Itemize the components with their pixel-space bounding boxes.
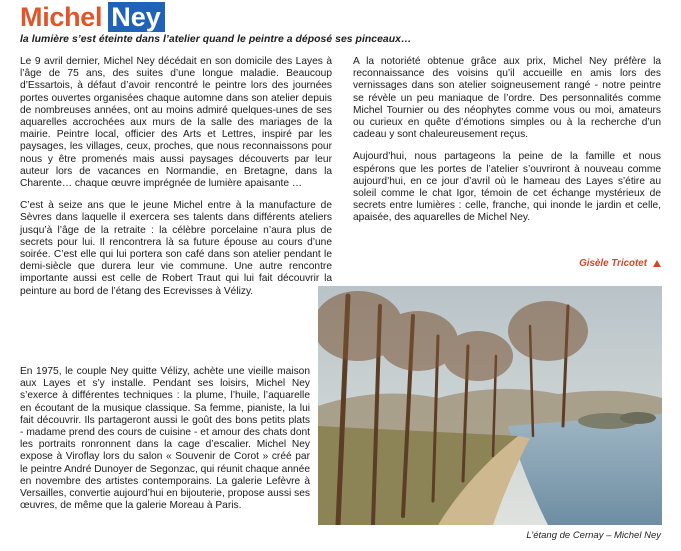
left-lower-column	[20, 366, 310, 522]
painting-caption: L’étang de Cernay – Michel Ney	[526, 530, 661, 541]
left-paragraph-1: Le 9 avril dernier, Michel Ney décédait en son domicile des Layes à l’âge de 75 ans, des suites d’une longue maladie. Beaucoup d’Essartois, à défaut d’avoir rencontré le peintre lors des journées portes ouvertes organisées chaque automne dans son atelier depuis de nombreuses années, ont au moins admiré quelques-unes de ses aquarelles accrochées aux murs de la salle des mariages de la mairie. Peintre local, officier des Arts et Lettres, inspiré par les paysages, les villages, ceux, proches, que nous reconnaissons pour nous y être promenés mais aussi paysages découverts par leur auteur lors de vacances en Normandie, en Bretagne, dans la Charente… chaque œuvre imprégnée de lumière apaisante …	[20, 56, 332, 190]
author-name: Gisèle Tricotet	[579, 258, 647, 269]
left-paragraph-2: C’est à seize ans que le jeune Michel entre à la manufacture de Sèvres dans laquelle il exercera ses talents dans différents ateliers jusqu’à l’âge de la retraite : la célèbre porcelaine n’aura plus de secrets pour lui. Il rencontrera là sa future épouse au cours d’une soirée. C’est elle qui lui portera son café dans son atelier pendant le demi-siècle que durera leur vie commune. Une autre rencontre importante aussi est celle de Robert Traut qui lui fait découvrir la peinture au bord de l’étang des Ecrevisses à Vélizy.	[20, 200, 332, 297]
title-last-name: Ney	[108, 2, 165, 32]
triangle-up-icon	[653, 260, 661, 267]
left-column	[20, 56, 332, 308]
painting-image	[318, 286, 662, 525]
article-title	[20, 2, 165, 32]
title-first-name: Michel	[20, 2, 103, 32]
right-paragraph-1: A la notoriété obtenue grâce aux prix, Michel Ney préfère la reconnaissance des voisins qu’il accueille en amis lors des vernissages dans son atelier soigneusement rangé - notre peintre se révèle un peu maniaque de l’ordre. Des personnalités comme Michel Tournier ou des néophytes comme vous ou moi, amateurs ou curieux en quête d’émotions simples ou à la recherche d’un cadeau y sont chaleureusement reçus.	[353, 56, 661, 141]
right-paragraph-2: Aujourd’hui, nous partageons la peine de la famille et nous espérons que les portes de l’atelier s’ouvriront à nouveau comme aujourd’hui, en ce jour d’avril où le hameau des Layes s’étire au soleil comme le chat Igor, témoin de cet échange mystérieux de secrets entre lumières : celle, franche, qui inonde le jardin et celle, apaisée, des aquarelles de Michel Ney.	[353, 151, 661, 224]
author-signature	[579, 258, 661, 269]
right-column	[353, 56, 661, 235]
left-paragraph-3: En 1975, le couple Ney quitte Vélizy, achète une vieille maison aux Layes et s’y installe. Pendant ses loisirs, Michel Ney s’exerce à différentes techniques : la plume, l’huile, l’aquarelle en écoutant de la musique classique. Sa femme, pianiste, la lui fait découvrir. Ils partageront aussi le goût des bons petits plats - madame prend des cours de cuisine - et amour des chats dont les portraits ronronnent dans la cage d’escalier. Michel Ney expose à Viroflay lors du salon « Souvenir de Corot » créé par le peintre André Dunoyer de Segonzac, qui réunit chaque année en novembre des artistes contemporains. La galerie Lefèvre à Versailles, convertie aujourd’hui en bijouterie, propose aussi ses œuvres, de même que la galerie Moreau à Paris.	[20, 366, 310, 512]
article-subtitle: la lumière s’est éteinte dans l’atelier quand le peintre a déposé ses pinceaux…	[20, 34, 412, 45]
